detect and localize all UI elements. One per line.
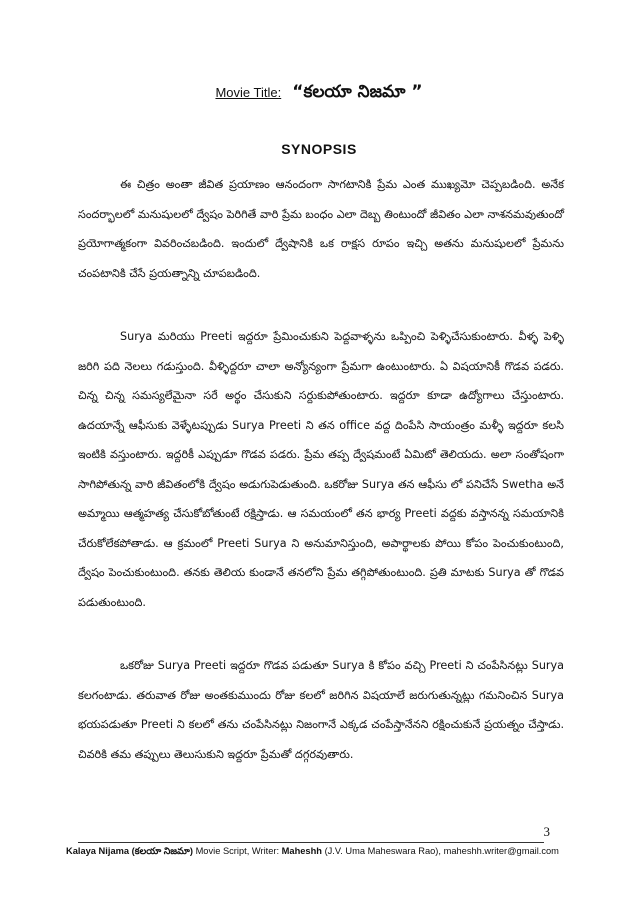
footer-divider [78, 842, 544, 843]
paragraph-story: Surya మరియు Preeti ఇద్దరూ ప్రేమించుకుని పెద్దవాళ్ళను ఒప్పించి పెళ్ళిచేసుకుంటారు. వీళ్ళ పెళ్ళి జరిగి పది నెలలు గడుస్తుంది. వీళ్ళిద్దరూ చాలా అన్యోన్యంగా ప్రేమగా ఉంటుంటారు. ఏ విషయానికీ గొడవ పడరు. చిన్న చిన్న సమస్యలేమైనా సరే అర్థం చేసుకుని సర్దుకుపోతుంటారు. ఇద్దరూ కూడా ఉద్యోగాలు చేస్తుంటారు. ఉదయాన్నే ఆఫీసుకు వెళ్ళేటప్పుడు Surya Preeti ని తన office వద్ద దింపేసి సాయంత్రం మళ్ళీ ఇద్దరూ కలసి ఇంటికి వస్తుంటారు. ఇద్దరికీ ఎప్పుడూ గొడవ పడరు. ప్రేమ తప్ప ద్వేషమంటే ఏమిటో తెలియదు. అలా సంతోషంగా సాగిపోతున్న వారి జీవితంలోకి ద్వేషం అడుగుపెడుతుంది. ఒకరోజు Surya తన ఆఫీసు లో పనిచేసే Swetha అనే అమ్మాయి ఆత్మహత్య చేసుకోబోతుంటే రక్షిస్తాడు. ఆ సమయంలో తన భార్య Preeti వద్దకు వస్తానన్న సమయానికి చేరుకోలేకపోతాడు. ఆ క్రమంలో Preeti Surya ని అనుమానిస్తుంది, అపార్థాలకు పోయి కోపం పెంచుకుంటుంది, ద్వేషం పెంచుకుంటుంది. తనకు తెలియ కుండానే తనలోని ప్రేమ తగ్గిపోతుంటుంది. ప్రతి మాటకు Surya తో గొడవ పడుతుంటుంది. [78, 330, 564, 609]
footer-doc-type: Movie Script, Writer: [195, 846, 280, 856]
page-number: 3 [543, 824, 550, 839]
page-footer [66, 846, 586, 859]
footer-title-en: Kalaya Nijama [66, 846, 130, 856]
movie-title-row [0, 82, 638, 106]
synopsis-body [78, 170, 564, 803]
footer-title-te: (కలయా నిజమా) [131, 846, 193, 856]
footer-writer: Maheshh [281, 846, 322, 856]
movie-title: “కలయా నిజమా ” [292, 82, 423, 102]
paragraph-climax: ఒకరోజు Surya Preeti ఇద్దరూ గొడవ పడుతూ Surya కి కోపం వచ్చి Preeti ని చంపేసినట్లు Surya కలగంటాడు. తరువాత రోజు అంతకుముందు రోజు కలలో జరిగిన విషయాలే జరుగుతున్నట్లు గమనించిన Surya భయపడుతూ Preeti ని కలలో తను చంపేసినట్లు నిజంగానే ఎక్కడ చంపేస్తానేనని రక్షించుకునే ప్రయత్నం చేస్తాడు. చివరికి తమ తప్పులు తెలుసుకుని ఇద్దరూ ప్రేమతో దగ్గరవుతారు. [78, 659, 564, 761]
footer-writer-details: (J.V. Uma Maheswara Rao), maheshh.writer@gmail.com [324, 846, 559, 856]
paragraph-intro: ఈ చిత్రం అంతా జీవిత ప్రయాణం ఆనందంగా సాగటానికి ప్రేమ ఎంత ముఖ్యమో చెప్పబడింది. అనేక సందర్భాలలో మనుషులలో ద్వేషం పెరిగితే వారి ప్రేమ బంధం ఎలా దెబ్బ తింటుందో జీవితం ఎలా నాశనమవుతుందో ప్రయోగాత్మకంగా వివరించబడింది. ఇందులో ద్వేషానికి ఒక రాక్షస రూపం ఇచ్చి అతను మనుషులలో ప్రేమను చంపటానికి చేసే ప్రయత్నాన్ని చూపబడింది. [78, 178, 564, 280]
synopsis-heading: SYNOPSIS [281, 141, 357, 157]
movie-title-label: Movie Title: [215, 85, 282, 100]
